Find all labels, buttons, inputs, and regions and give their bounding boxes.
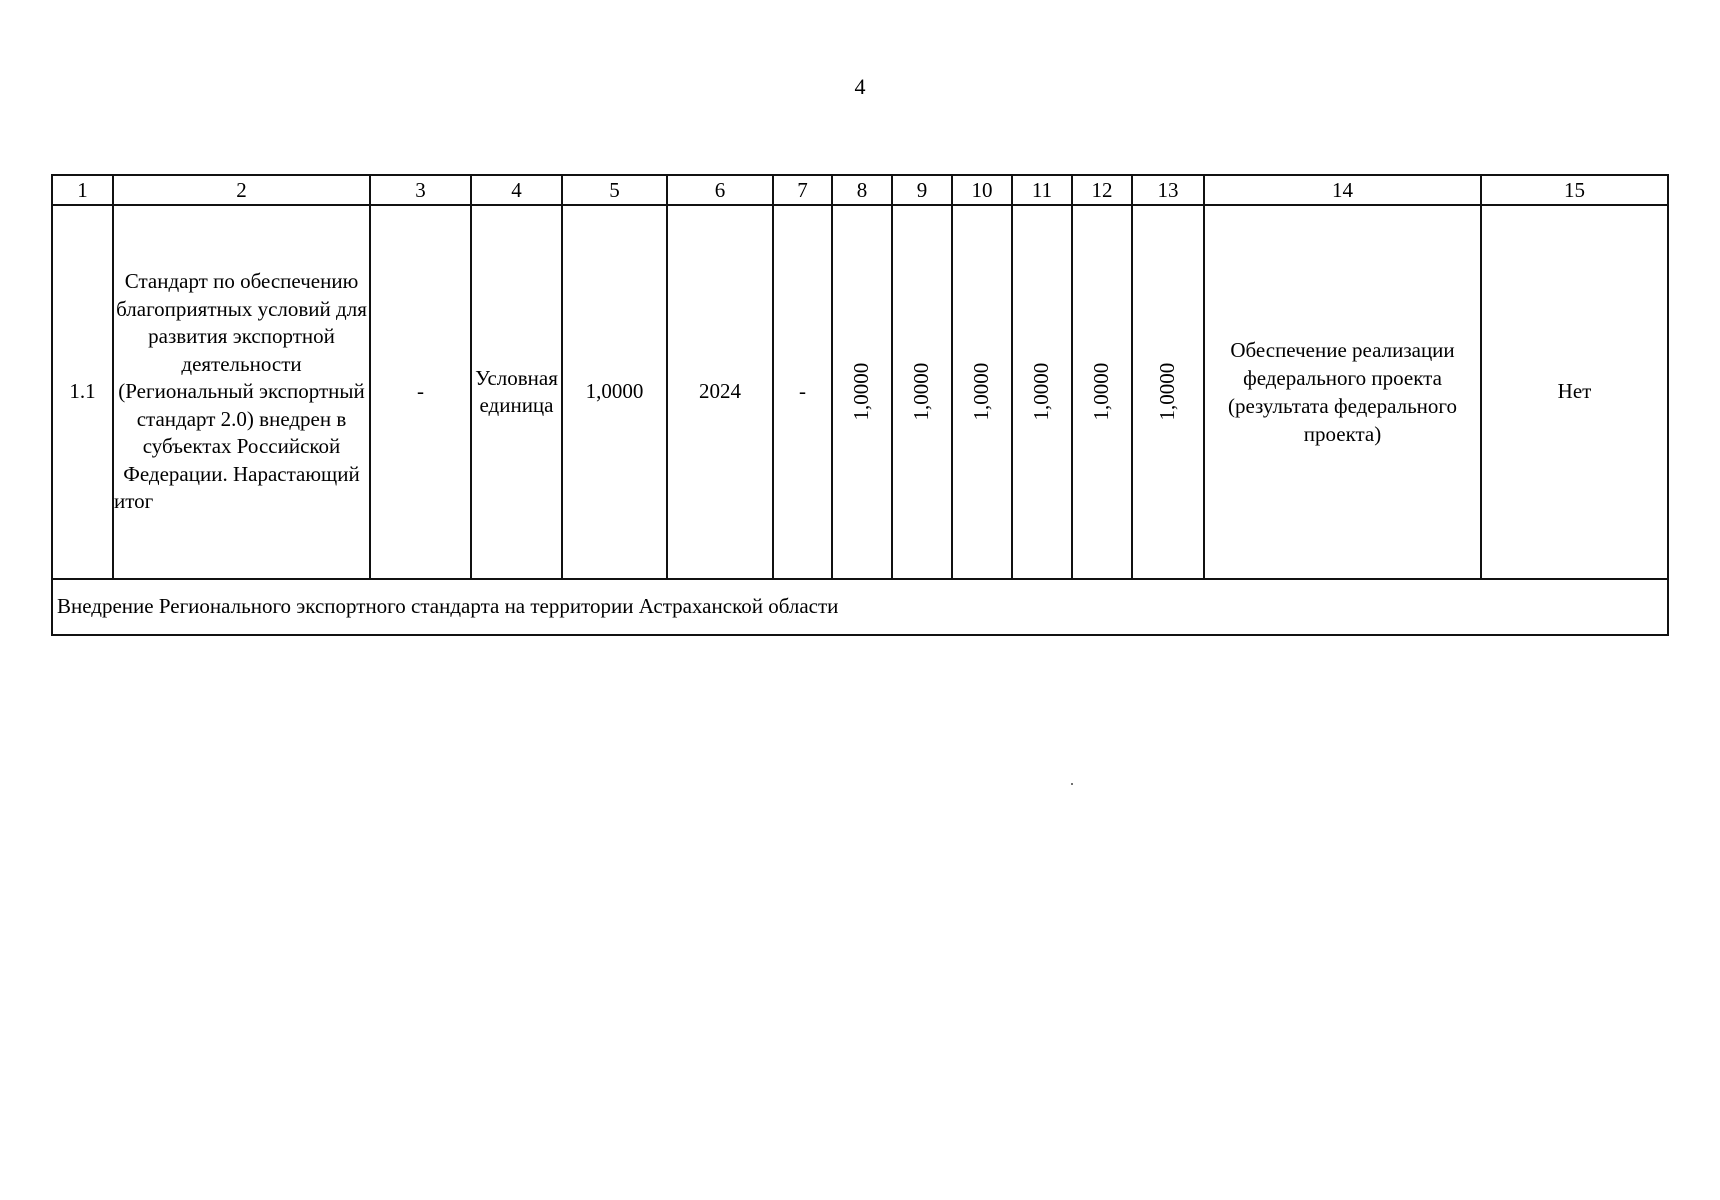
column-header-9: 9: [892, 175, 952, 205]
table-row: [52, 205, 1668, 579]
year-value: 1,0000: [969, 363, 994, 421]
year-value: 1,0000: [909, 363, 934, 421]
base-value: 1,0000: [562, 205, 667, 579]
column-header-15: 15: [1481, 175, 1668, 205]
year-value: 1,0000: [849, 363, 874, 421]
year-value: 1,0000: [1029, 363, 1054, 421]
year-value: 1,0000: [1089, 363, 1114, 421]
year-value-cell: [952, 205, 1012, 579]
column-header-14: 14: [1204, 175, 1481, 205]
unit-of-measure: Условная единица: [471, 205, 562, 579]
column-header-4: 4: [471, 175, 562, 205]
column-header-1: 1: [52, 175, 113, 205]
column-header-2: 2: [113, 175, 370, 205]
base-year: 2024: [667, 205, 773, 579]
column-number-row: [52, 175, 1668, 205]
scan-speck: [1071, 783, 1073, 785]
year-value-cell: [1132, 205, 1204, 579]
year-value-cell: [1012, 205, 1072, 579]
column-3-value: -: [370, 205, 471, 579]
page-number: 4: [854, 74, 866, 99]
column-header-7: 7: [773, 175, 832, 205]
indicator-table: [51, 174, 1669, 636]
column-header-12: 12: [1072, 175, 1132, 205]
table-note: Внедрение Регионального экспортного стандарта на территории Астраханской области: [52, 579, 1668, 635]
year-value-cell: [1072, 205, 1132, 579]
flag-value: Нет: [1481, 205, 1668, 579]
column-7-value: -: [773, 205, 832, 579]
note-row: [52, 579, 1668, 635]
column-header-13: 13: [1132, 175, 1204, 205]
column-header-10: 10: [952, 175, 1012, 205]
column-header-6: 6: [667, 175, 773, 205]
column-header-8: 8: [832, 175, 892, 205]
row-number: 1.1: [52, 205, 113, 579]
year-value-cell: [892, 205, 952, 579]
column-header-3: 3: [370, 175, 471, 205]
indicator-description: Обеспечение реализации федерального проекта (результата федерального проекта): [1204, 205, 1481, 579]
column-header-11: 11: [1012, 175, 1072, 205]
column-header-5: 5: [562, 175, 667, 205]
year-value-cell: [832, 205, 892, 579]
indicator-name: Стандарт по обеспечению благоприятных условий для развития экспортной деятельности (Региональный экспортный стандарт 2.0) внедрен в субъектах Российской Федерации. Нарастающий итог: [113, 205, 370, 579]
year-value: 1,0000: [1155, 363, 1180, 421]
